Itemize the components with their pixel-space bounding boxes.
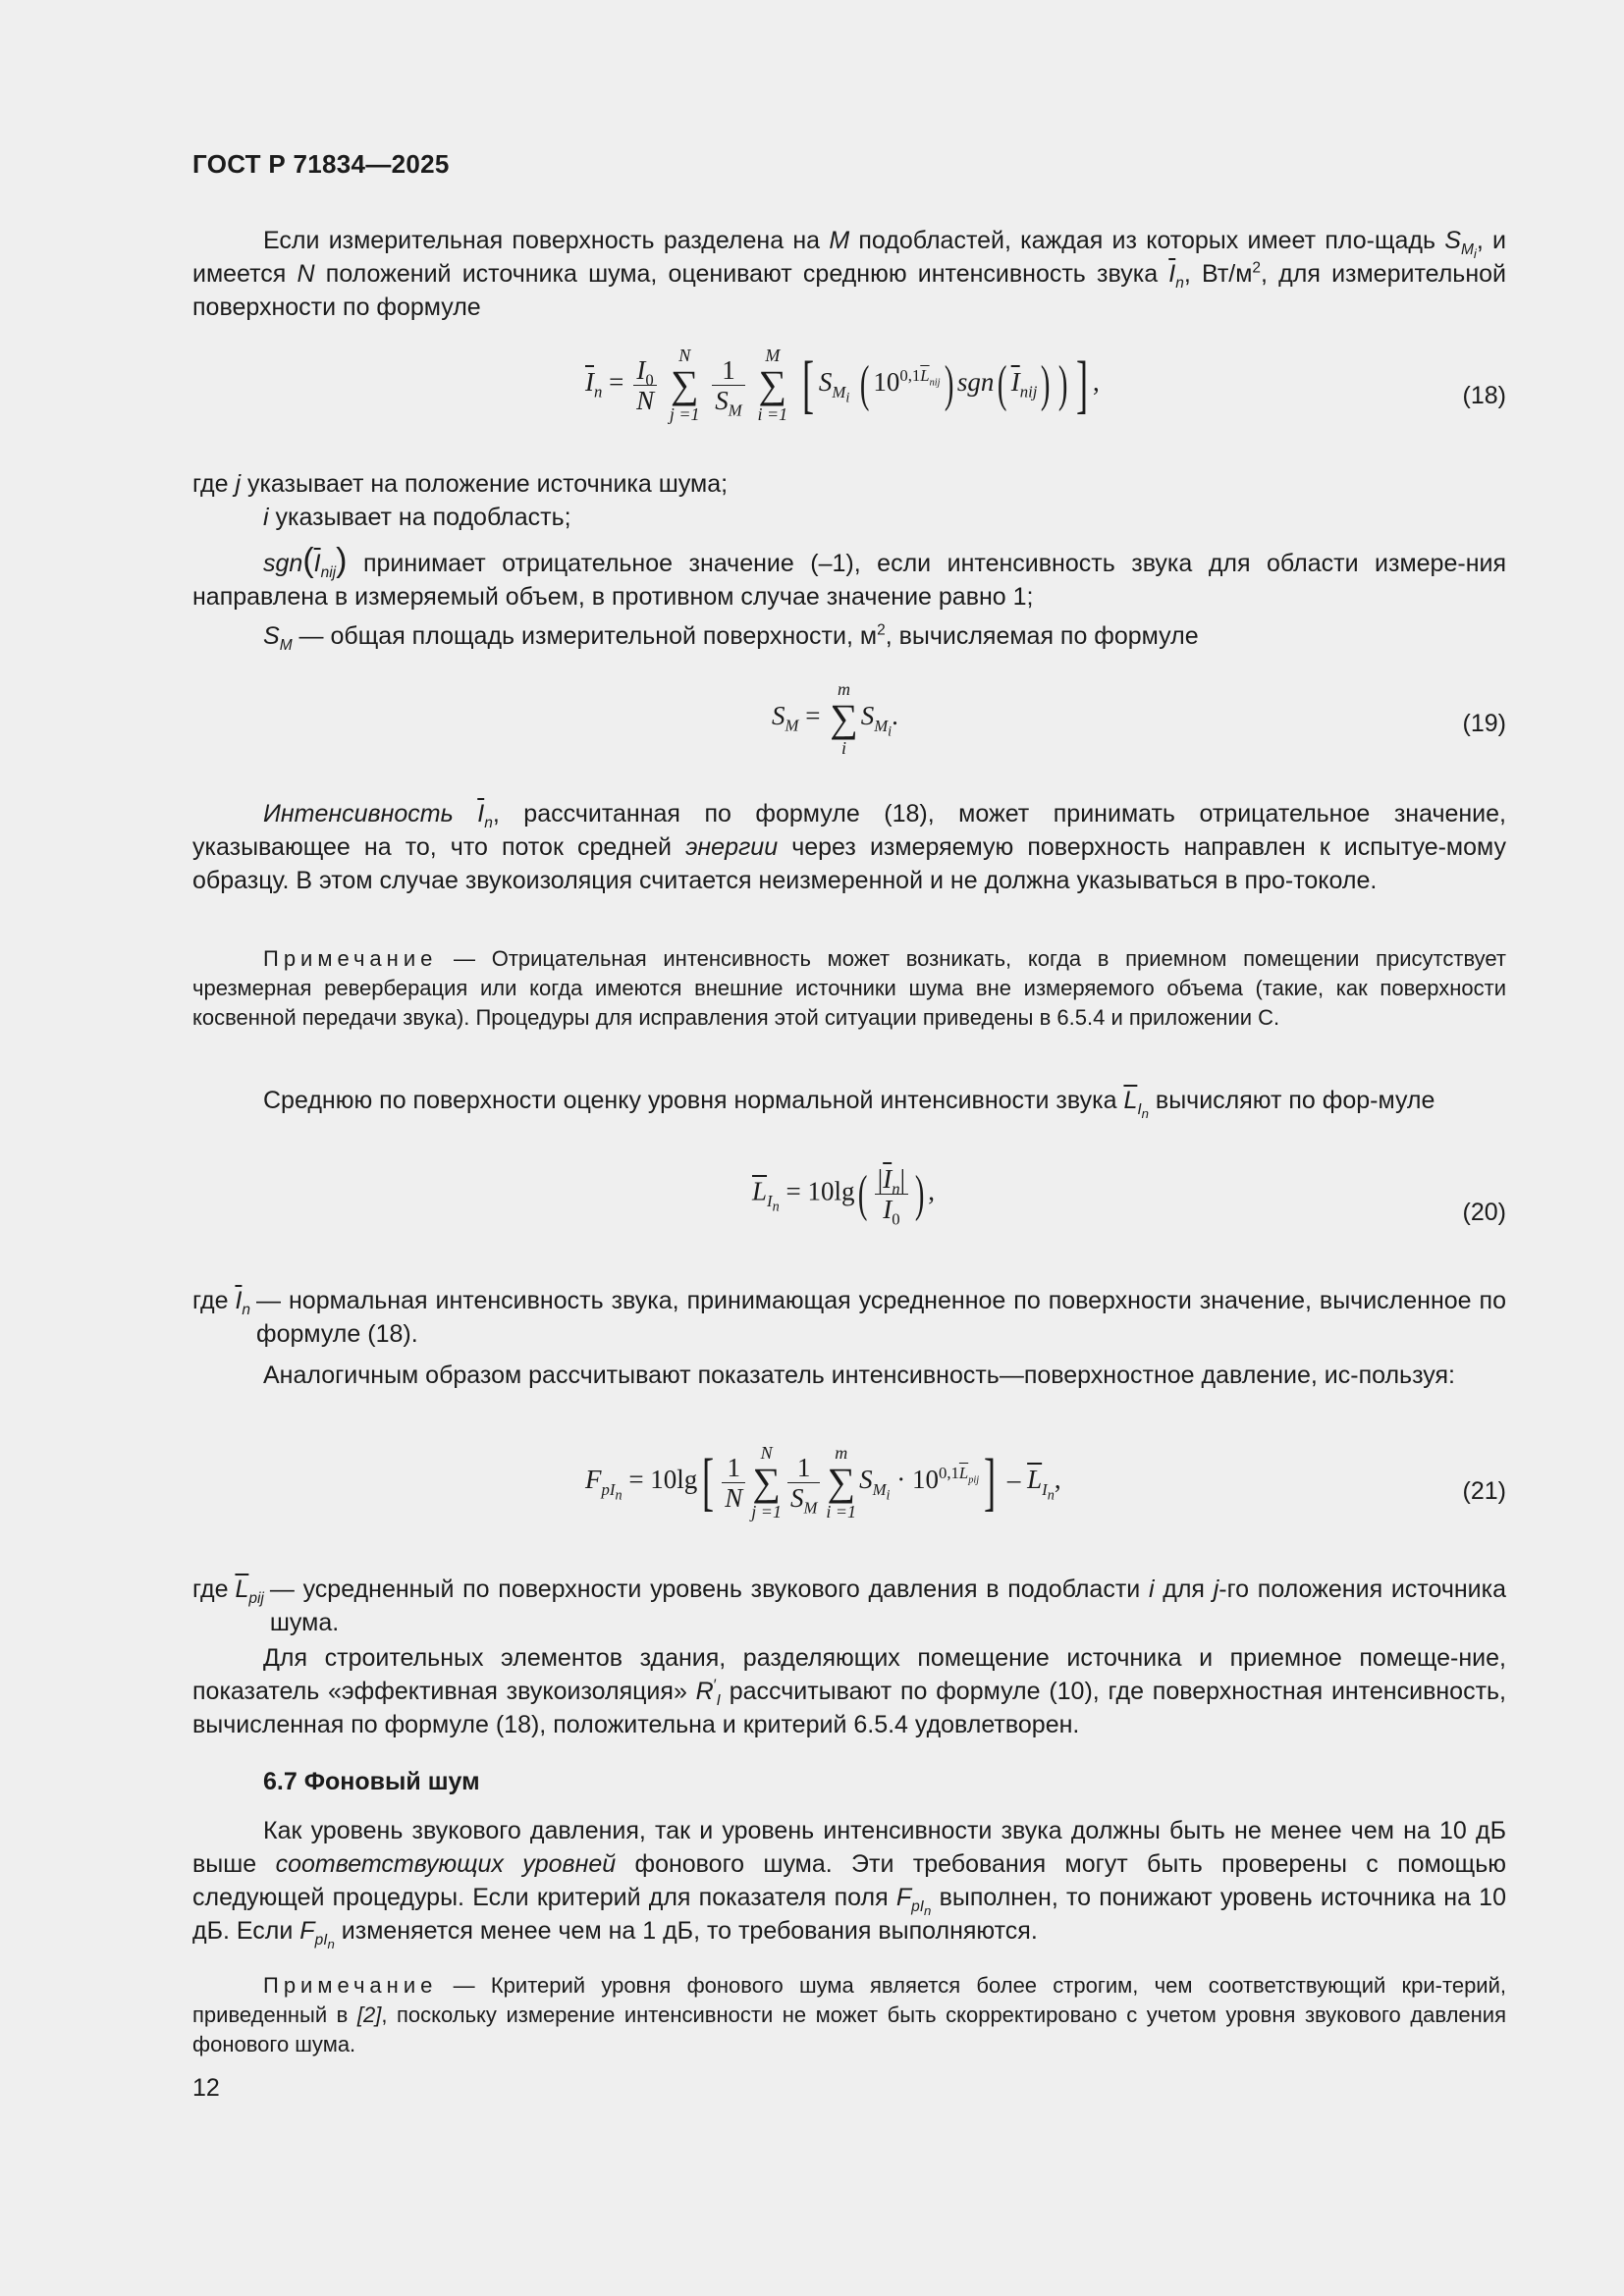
- symbol-R: R: [695, 1678, 714, 1705]
- paragraph-building-elements: [192, 1641, 1506, 1741]
- numerator: 1: [722, 1453, 745, 1483]
- comma: ,: [1093, 367, 1100, 398]
- sub-nij: nij: [320, 564, 337, 581]
- sub-M: M: [832, 382, 846, 401]
- fraction-1-SM: [787, 1452, 820, 1517]
- sub-I: I: [323, 1932, 328, 1949]
- text: фонового шума. Эти требования могут быть проверены с помощью следующей процедуры. Если критерий для показателя поля: [192, 1850, 1507, 1911]
- formula-18: [192, 346, 1506, 454]
- left-paren-icon: (: [998, 356, 1007, 412]
- formula-18-expression: [585, 346, 1100, 424]
- sum-upper: N: [760, 1443, 773, 1463]
- L-bar: $\overline{L}$: [235, 1575, 249, 1603]
- prime: ′: [713, 1677, 717, 1694]
- L-bar: $\overline{L}$: [1027, 1465, 1043, 1495]
- sub-p: p: [601, 1479, 610, 1499]
- right-paren-icon: ): [944, 356, 953, 412]
- text: — усредненный по поверхности уровень звукового давления в подобласти: [269, 1575, 1149, 1603]
- sgn: sgn: [956, 367, 995, 398]
- sum-upper: m: [835, 1443, 848, 1463]
- sub-n: n: [484, 815, 493, 831]
- sub-n: n: [615, 1486, 623, 1503]
- formula-number: (19): [1462, 710, 1506, 737]
- N: N: [636, 385, 655, 415]
- right-bracket-icon: ]: [1075, 348, 1089, 420]
- numerator: 1: [712, 355, 744, 386]
- right-paren-icon: ): [914, 1165, 925, 1222]
- text-italic: Интенсивность: [263, 800, 478, 828]
- sub-i: i: [845, 389, 850, 405]
- sum-j: [670, 346, 700, 424]
- right-paren-icon: ): [1041, 356, 1051, 412]
- period: .: [892, 701, 898, 731]
- where-list-20: [192, 1284, 1506, 1351]
- subscript-i: i: [1473, 246, 1477, 262]
- sub-nij: nij: [929, 377, 941, 389]
- I-bar: $\overline{I}$: [477, 800, 485, 828]
- sub-nij: nij: [1019, 382, 1038, 401]
- symbol-S: S: [263, 622, 280, 650]
- comma: ,: [1054, 1465, 1061, 1495]
- sub-i: i: [886, 1486, 891, 1503]
- sigma-icon: ∑: [827, 1460, 855, 1504]
- fraction-1-SM: [712, 354, 744, 419]
- reference: [2]: [356, 2002, 382, 2027]
- symbol-S: S: [1444, 227, 1461, 254]
- sum-lower: i: [840, 738, 846, 758]
- sub-pij: pij: [968, 1474, 980, 1486]
- subscript-M: M: [1460, 241, 1474, 258]
- sum-upper: N: [678, 346, 691, 365]
- text: , рассчитанная по формуле (18), может принимать отрицательное значение, указывающее на то, что поток средней: [192, 800, 1506, 861]
- formula-19-expression: [772, 679, 898, 758]
- text: где: [192, 1575, 236, 1603]
- left-paren-icon: (: [302, 542, 314, 579]
- exponent: 0,1: [899, 366, 921, 386]
- L-bar: $\overline{L}$: [752, 1176, 768, 1206]
- sub-pij: pij: [248, 1590, 264, 1607]
- text: где: [192, 1287, 236, 1314]
- formula-21-expression: [585, 1443, 1061, 1522]
- sgn: sgn: [263, 550, 303, 577]
- formula-number: (21): [1462, 1477, 1506, 1505]
- sum-i: [757, 346, 787, 424]
- text: — общая площадь измерительной поверхности, м: [292, 622, 878, 650]
- L-bar: $\overline{L}$: [1123, 1087, 1138, 1114]
- F: F: [895, 1884, 912, 1911]
- L-bar: $\overline{L}$: [920, 366, 930, 386]
- equals-10lg: = 10lg: [785, 1176, 855, 1206]
- N: N: [725, 1482, 743, 1513]
- L-bar: $\overline{L}$: [958, 1464, 969, 1483]
- equals: =: [609, 367, 624, 398]
- sum-upper: m: [837, 679, 850, 699]
- I-bar: $\overline{I}$: [313, 550, 321, 577]
- sub-M: M: [279, 637, 293, 654]
- sum-lower: j =1: [669, 404, 700, 424]
- sub-M: M: [785, 716, 799, 735]
- note-label: Примечание: [263, 946, 438, 971]
- sub-I: I: [716, 1692, 721, 1709]
- times-10: · 10: [896, 1465, 939, 1495]
- sub-I: I: [1042, 1479, 1048, 1499]
- sum-i: [826, 1443, 856, 1522]
- fraction-1-N: [722, 1453, 745, 1513]
- S: S: [789, 1482, 804, 1513]
- sub-M: M: [728, 400, 742, 419]
- formula-number: (18): [1462, 382, 1506, 409]
- symbol-I-bar: $\overline{I}$: [1168, 260, 1176, 288]
- sub-n: n: [772, 1199, 780, 1215]
- sub-n: n: [892, 1179, 900, 1199]
- sub-p: p: [911, 1898, 920, 1915]
- sub-M: M: [803, 1497, 818, 1517]
- I-bar: $\overline{I}$: [883, 1164, 893, 1194]
- sub-M: M: [872, 1479, 887, 1499]
- text: , и имеется: [192, 227, 1506, 288]
- paragraph-subareas: [192, 224, 1506, 324]
- text: , вычисляемая по формуле: [885, 622, 1199, 650]
- sub-I: I: [767, 1192, 773, 1211]
- text: изменяется менее чем на 1 дБ, то требования выполняются.: [334, 1917, 1038, 1945]
- note-text: , поскольку измерение интенсивности не может быть скорректировано с учетом уровня звукового давления фонового шума.: [192, 2002, 1507, 2056]
- text: рассчитывают по формуле (10), где поверхностная интенсивность, вычисленная по формуле (18), положительна и критерий 6.5.4 удовлетворен.: [192, 1678, 1506, 1738]
- text: указывает на положение источника шума;: [241, 470, 729, 498]
- sum-lower: i =1: [826, 1502, 857, 1522]
- text: Аналогичным образом рассчитывают показатель интенсивность—поверхностное давление, ис-пользуя:: [263, 1362, 1455, 1389]
- sum-i: [830, 679, 858, 758]
- I0: I: [636, 354, 646, 385]
- numerator: 1: [787, 1453, 820, 1483]
- page-number: 12: [192, 2074, 220, 2102]
- sub-n: n: [1141, 1106, 1149, 1122]
- sigma-icon: ∑: [758, 362, 787, 406]
- sigma-icon: ∑: [752, 1460, 781, 1504]
- minus: –: [1006, 1465, 1021, 1495]
- sub-I: I: [609, 1479, 616, 1499]
- fraction-In-I0: $\frac{|\overline{I}_n|}{I_0}$: [875, 1164, 908, 1224]
- left-paren-icon: (: [858, 1165, 868, 1222]
- S: S: [772, 701, 785, 731]
- F: F: [299, 1917, 315, 1945]
- paragraph-negative-intensity: [192, 797, 1506, 897]
- formula-21: [192, 1443, 1506, 1545]
- sub-n: n: [924, 1903, 932, 1919]
- right-paren-icon: ): [336, 542, 348, 579]
- subscript-n: n: [1175, 275, 1184, 292]
- I-bar: $\overline{I}$: [235, 1287, 243, 1314]
- sigma-icon: ∑: [670, 362, 699, 406]
- sub-I: I: [1137, 1101, 1142, 1118]
- formula-20: [192, 1164, 1506, 1260]
- text: указывает на подобласть;: [268, 504, 571, 531]
- symbol-j: j: [235, 470, 241, 498]
- page-header: ГОСТ Р 71834—2025: [192, 149, 450, 179]
- sub-0: 0: [645, 369, 654, 389]
- text: — нормальная интенсивность звука, принимающая усредненное по поверхности значение, вычисленное по формуле (18).: [256, 1287, 1506, 1348]
- symbol-M: M: [829, 227, 850, 254]
- sum-lower: j =1: [751, 1502, 782, 1522]
- text: выполнен, то понижают уровень источника на 10 дБ. Если: [192, 1884, 1506, 1945]
- text-italic: энергии: [685, 833, 779, 861]
- text: Если измерительная поверхность разделена на: [263, 227, 830, 254]
- sub-p: p: [314, 1932, 324, 1949]
- S: S: [715, 385, 729, 415]
- text: где: [192, 470, 236, 498]
- text: подобластей, каждая из которых имеет пло-щадь: [849, 227, 1445, 254]
- section-heading: 6.7 Фоновый шум: [263, 1768, 480, 1795]
- where-list-21: [192, 1573, 1506, 1639]
- exponent: 0,1: [938, 1464, 959, 1483]
- left-paren-icon: (: [859, 356, 870, 412]
- text: Среднюю по поверхности оценку уровня нормальной интенсивности звука: [263, 1087, 1124, 1114]
- text: принимает отрицательное значение (–1), если интенсивность звука для области измере-ния направлена в измеряемый объем, в противном случае значение равно 1;: [192, 550, 1506, 611]
- symbol-j: j: [1213, 1575, 1219, 1603]
- formula-number: (20): [1462, 1199, 1506, 1226]
- text: -го положения источника шума.: [269, 1575, 1507, 1636]
- fraction-I0-N: [633, 355, 657, 415]
- text: , для измерительной поверхности по формуле: [192, 260, 1506, 321]
- text-italic: соответствующих уровней: [275, 1850, 617, 1878]
- paragraph-background-noise: [192, 1814, 1507, 1952]
- S: S: [860, 701, 875, 731]
- F: F: [585, 1465, 602, 1495]
- S: S: [859, 1465, 873, 1495]
- sub-M: M: [874, 716, 889, 735]
- sub-0: 0: [892, 1209, 900, 1229]
- right-paren-icon: ): [1057, 356, 1068, 412]
- text: , Вт/м: [1183, 260, 1253, 288]
- text: положений источника шума, оценивают среднюю интенсивность звука: [314, 260, 1169, 288]
- sub-n: n: [327, 1937, 335, 1952]
- comma: ,: [928, 1176, 936, 1206]
- superscript-2: 2: [1252, 259, 1262, 277]
- I-bar: $\overline{I}$: [1010, 367, 1020, 398]
- where-list-18: [192, 467, 1506, 653]
- sub-I: I: [919, 1898, 925, 1915]
- I0: I: [883, 1195, 893, 1224]
- text: Как уровень звукового давления, так и уровень интенсивности звука должны быть не менее чем на 10 дБ выше: [192, 1817, 1506, 1878]
- note-1: [192, 944, 1506, 1033]
- note-text: — Отрицательная интенсивность может возникать, когда в приемном помещении присутствует чрезмерная реверберация или когда имеются внешние источники шума вне измеряемого объема (такие, как поверхности косвенной передачи звука). Процедуры для исправления этой ситуации приведены в 6.5.4 и приложении С.: [192, 946, 1506, 1030]
- ten: 10: [873, 367, 900, 398]
- equals-10lg: = 10lg: [628, 1465, 698, 1495]
- sub-n: n: [594, 382, 603, 401]
- left-bracket-icon: [: [801, 348, 814, 420]
- note-text: — Критерий уровня фонового шума является более строгим, чем соответствующий кри-терий, приведенный в: [192, 1973, 1506, 2027]
- paragraph-pressure-index: [192, 1359, 1506, 1392]
- sum-upper: M: [765, 346, 781, 365]
- left-bracket-icon: [: [702, 1446, 715, 1518]
- symbol-N: N: [297, 260, 315, 288]
- equals: =: [805, 701, 821, 731]
- text: вычисляют по фор-муле: [1148, 1087, 1435, 1114]
- symbol-i: i: [1148, 1575, 1155, 1603]
- paragraph-average-level: [192, 1084, 1506, 1122]
- note-label: Примечание: [263, 1973, 438, 1998]
- sub-n: n: [1047, 1486, 1055, 1503]
- sub-i: i: [888, 722, 893, 739]
- text: через измеряемую поверхность направлен к испытуе-мому образцу. В этом случае звукоизоляция считается неизмеренной и не должна указываться в про-токоле.: [192, 833, 1506, 894]
- sum-j: [751, 1443, 782, 1522]
- sigma-icon: ∑: [830, 696, 858, 740]
- sum-lower: i =1: [757, 404, 788, 424]
- note-2: [192, 1971, 1506, 2059]
- formula-20-expression: [752, 1164, 936, 1229]
- text: для: [1154, 1575, 1214, 1603]
- text: Для строительных элементов здания, разделяющих помещение источника и приемное помеще-ние, показатель «эффективная звукоизоляция»: [192, 1644, 1506, 1705]
- superscript-2: 2: [877, 621, 886, 639]
- sub-n: n: [242, 1302, 251, 1318]
- S: S: [818, 367, 833, 398]
- right-bracket-icon: ]: [984, 1446, 997, 1518]
- symbol-i: i: [263, 504, 269, 531]
- I-bar: $\overline{I}$: [585, 367, 594, 398]
- formula-19: [192, 679, 1506, 774]
